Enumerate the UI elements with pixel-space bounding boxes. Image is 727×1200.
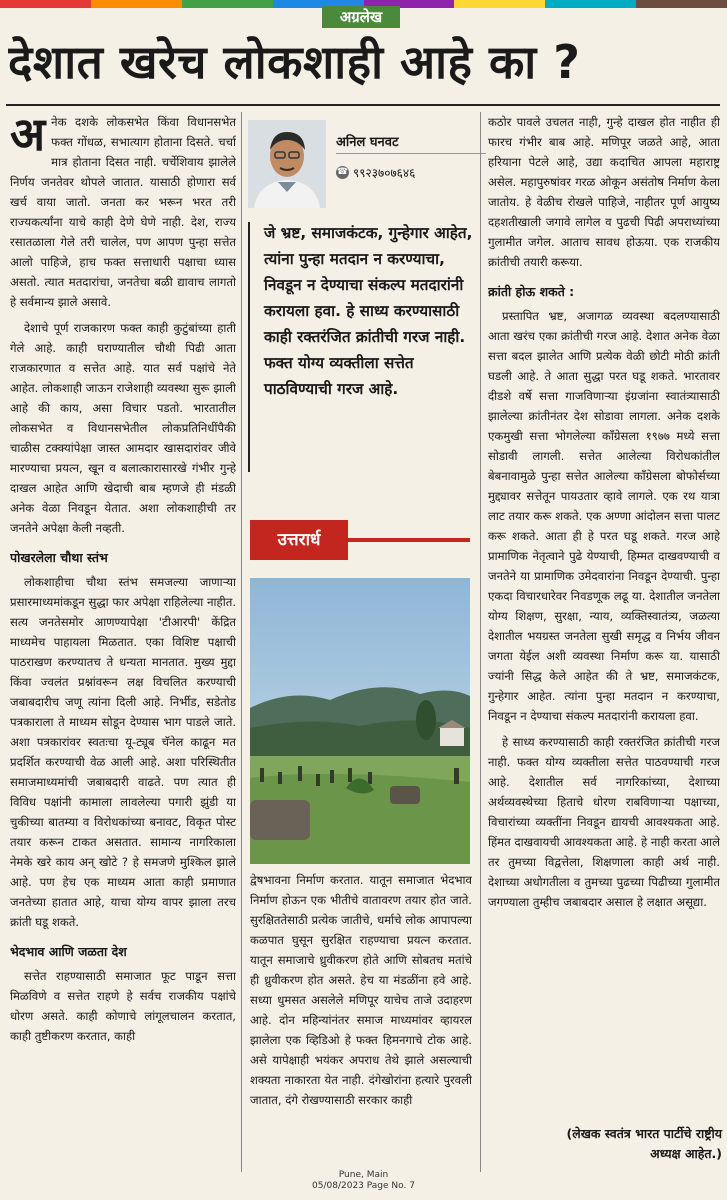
- paragraph: लोकशाहीचा चौथा स्तंभ समजल्या जाणाऱ्या प्रसारमाध्यमांकडून सुद्धा फार अपेक्षा राहिलेल्या नाहीत. सत्य जनतेसमोर आणण्यापेक्षा 'टीआरपी' केंद्रित माध्यमेच पाहायला मिळतात. एका विशिष्ट पक्षाची पाठराखण करण्यातच ते धन्यता मानतात. मुख्य मुद्दा किंवा ज्वलंत प्रश्नांवरून लक्ष विचलित करण्याची जबाबदारीच जणू त्यांना दिली आहे. निर्भीड, सडेतोड पत्रकाराला ते माध्यम सोडून देण्यास भाग पाडले जाते. अशा पत्रकारांवर स्वतःचा यू-ट्यूब चॅनेल काढून मत प्रदर्शित करण्याची वेळ आली आहे. अशा परिस्थितीत समाजमाध्यमांची जबाबदारी वाढते. पण त्यात ही विविध पक्षांनी कामाला लावलेल्या पगारी झुंडी या चुकीच्या बातम्या व विरोधकांच्या बनावट, विकृत पोस्ट तयार करून टाकत असतात. सामान्य नागरिकाला नेमके खरे काय अन् खोटे ? हे समजणे मुश्किल झाले आहे. पण हेच एक माध्यम आता काही प्रमाणात जनतेच्या हातात आहे, याचा योग्य वापर झाला तरच क्रांती घडू शकते.: [10, 575, 236, 929]
- author-block: [248, 120, 484, 208]
- author-phone: [336, 164, 415, 181]
- banner-label: उत्तरार्ध: [250, 520, 348, 560]
- article-photo: [250, 578, 470, 864]
- color-strip-segment: [636, 0, 727, 8]
- author-photo: [248, 120, 326, 208]
- date-page-label: 05/08/2023 Page No. 7: [312, 1181, 415, 1191]
- column-2-lower: द्वेषभावना निर्माण करतात. यातून समाजात भेदभाव निर्माण होऊन एक भीतीचे वातावरण तयार होत जाते. सुरक्षिततेसाठी प्रत्येक जातीचे, धर्माचे लोक आपापल्या कळपात घुसून सुरक्षित राहण्याचा प्रयत्न करतात. यातून समाजाचे ध्रुवीकरण होते आणि सोबतच मतांचे ही ध्रुवीकरण होत असते. हेच या मंडळींना हवे आहे. सध्या धुमसत असलेले मणिपूर याचेच ताजे उदाहरण आहे. दोन महिन्यांनंतर समाज माध्यमांवर व्हायरल झालेला एक व्हिडिओ हे फक्त हिमनगाचे टोक आहे. असे यापेक्षाही भयंकर अपराध तेथे झाले असल्याची शक्यता नाकारता येत नाही. दंगेखोरांना हत्यारे पुरवली जातात, दंगे रोखण्यासाठी सरकार काही: [250, 873, 472, 1107]
- phone-number: ९९२३७०७६४६: [353, 166, 416, 180]
- phone-icon: ☎: [336, 167, 349, 177]
- color-strip-segment: [0, 0, 91, 8]
- drop-cap: अ: [10, 112, 46, 161]
- edition-label: Pune, Main: [338, 1170, 389, 1180]
- section-tag: अग्रलेख: [322, 6, 400, 28]
- subheading: क्रांती होऊ शकते :: [488, 284, 575, 299]
- paragraph: सत्तेत राहण्यासाठी समाजात फूट पाडून सत्ता मिळविणे व सत्तेत राहणे हे सर्वच राजकीय पक्षांचे धोरण असते. काही कोणाचे लांगूलचालन करतात, काही तुष्टीकरण करतात, काही: [10, 969, 236, 1043]
- pullquote: जे भ्रष्ट, समाजकंटक, गुन्हेगार आहेत, त्यांना पुन्हा मतदान न करण्याचा, निवडून न देण्याचा संकल्प मतदारांनी करायला हवा. हे साध्य करण्यासाठी काही रक्तरंजित क्रांतीची गरज नाही. फक्त योग्य व्यक्तीला सत्तेत पाठविण्याची गरज आहे.: [264, 224, 473, 398]
- paragraph: प्रस्तापित भ्रष्ट, अजागळ व्यवस्था बदलण्यासाठी आता खरंच एका क्रांतीची गरज आहे. देशात अनेक वेळा सत्ता बदल झालेत आणि प्रत्येक वेळी छोटी मोठी क्रांती घडली आहे. ते आता सुद्धा परत घडू शकते. भारतावर दीडशे वर्षे सत्ता गाजविणाऱ्या इंग्रजांना स्वातंत्र्यासाठी झालेल्या क्रांतीनंतर देश सोडावा लागला. अनेक दशके एकमुखी सत्ता भोगलेल्या काँग्रेसला १९७७ मध्ये सत्ता सोडावी लागली. सत्तेत आलेल्या विरोधकांतील बेबनावामुळे पुन्हा सत्तेत आलेल्या काँग्रेसला बोफोर्सच्या मुद्द्यावर सत्तेतून पायउतार व्हावे लागले. एक रथ यात्रा लाट तयार करू शकते. एक अण्णा आंदोलन सत्ता पालट करू शकते. आता ही हे परत घडू शकते. गरज आहे प्रामाणिक नेतृत्वाने पुढे येण्याची, हिम्मत दाखवण्याची व जनतेने या प्रामाणिक उमेदवारांना निवडून देण्याची. पुन्हा एकदा विचारधारेवर निवडणूक लढू या. देशातील जनतेला योग्य शिक्षण, सुरक्षा, न्याय, व्यक्तिस्वातंत्र्य, जळत्या देशातील भयग्रस्त जनतेला सुखी समृद्ध व निर्भय जीवन जगता येईल अशी व्यवस्था निर्माण करू या. यासाठी ज्यांनी सिद्ध केले आहेत की ते भ्रष्ट, समाजकंटक, गुन्हेगार आहेत. त्यांना पुन्हा मतदान न करण्याचा, निवडून न देण्याचा संकल्प मतदारांनी करायला हवा.: [488, 309, 720, 723]
- banner-bar: [348, 538, 470, 542]
- author-divider: [336, 153, 486, 154]
- page-footer: [0, 1170, 727, 1192]
- author-name: अनिल घनवट: [336, 135, 399, 150]
- paragraph: कठोर पावले उचलत नाही, गुन्हे दाखल होत नाहीत ही फारच गंभीर बाब आहे. मणिपूर जळते आहे, आता हरियाना पेटले आहे, उद्या कदाचित आपला महाराष्ट्र असेल. महापुरुषांवर गरळ ओकून असंतोष निर्माण केला जातोय. हे वेळीच रोखले पाहिजे, नाहीतर पूर्ण आयुष्य दहशतीखाली जगावे लागेल व पुढची पिढी अपराध्यांच्या गुलामीत जगेल. आताच सावध होऊया. एक राजकीय क्रांतीची तयारी करूया.: [488, 115, 720, 269]
- column-3: [488, 112, 720, 1118]
- color-strip-segment: [545, 0, 636, 8]
- headline-rule: [6, 104, 720, 106]
- column-divider: [480, 112, 481, 1172]
- paragraph: हे साध्य करण्यासाठी काही रक्तरंजित क्रांतीची गरज नाही. फक्त योग्य व्यक्तीला सत्तेत पाठवण्याची गरज आहे. देशातील सर्व नागरिकांच्या, देशाच्या अर्थव्यवस्थेच्या हिताचे धोरण राबविणाऱ्या पक्षाच्या, विचारांच्या व्यक्तींना निवडून द्यायची आवश्यकता आहे. हिंमत दाखवायची आवश्यकता आहे. हे नाही करता आले तर तुमच्या विद्वत्तेला, शिक्षणाला काही अर्थ नाही. देशाच्या अधोगतीला व तुमच्या पुढच्या पिढीच्या गुलामीत जगण्याला तुम्हीच जबाबदार असाल हे लक्षात असूद्या.: [488, 735, 720, 909]
- color-strip-segment: [454, 0, 545, 8]
- author-note: (लेखक स्वतंत्र भारत पार्टीचे राष्ट्रीय अध्यक्ष आहेत.): [566, 1126, 722, 1161]
- paragraph: देशाचे पूर्ण राजकारण फक्त काही कुटुंबांच्या हाती गेले आहे. काही घराण्यातील चौथी पिढी आता राजकारणात व सत्तेत आहे. यात सर्व पक्षांचे नेते आहेत. लोकशाही जाऊन राजेशाही व्यवस्था सुरू झाली आहे की काय, असा विचार पडतो. भारतातील लोकसभेत व विधानसभेतील लोकप्रतिनिधींपैकी चाळीस टक्क्यांपेक्षा जास्त आमदार खासदारांवर जीवे मारण्याचा प्रयत्न, खून व बलात्कारासारखे गंभीर गुन्हे दाखल आहेत आणि खेदाची बाब म्हणजे ही मंडळी अनेक वेळा निवडून येतात. अशा लोकशाहीची तर जनतेने अपेक्षा केली नव्हती.: [10, 321, 236, 535]
- paragraph: अनेक दशके लोकसभेत किंवा विधानसभेत फक्त गोंधळ, सभात्याग होताना दिसते. चर्चा मात्र होताना दिसत नाही. चर्चेशिवाय झालेले निर्णय जनतेवर थोपले जातात. यासाठी होणारा सर्व खर्च वाया जातो. जनता कर भरून भरत तरी राज्यकर्त्यांना याचे काही देणे घेणे नाही. देश, राज्य रसातळाला गेले तरी चालेल, पण आपण पुन्हा सत्तेत आलो पाहिजे, हाच फक्त सत्ताधारी पक्षाचा ध्यास असतो. त्यात मतदारांचा, जनतेचा बळी द्यावाच लागतो हे सर्वमान्य झाले असावे.: [10, 112, 236, 309]
- continuation-banner: [250, 520, 470, 560]
- subheading: पोखरलेला चौथा स्तंभ: [10, 550, 108, 565]
- subheading: भेदभाव आणि जळता देश: [10, 944, 127, 959]
- headline: देशात खरेच लोकशाही आहे का ?: [8, 35, 581, 89]
- pullquote-rule: [248, 222, 250, 472]
- color-strip-segment: [91, 0, 182, 8]
- column-1: [10, 112, 236, 1170]
- color-strip-segment: [182, 0, 273, 8]
- column-divider: [241, 112, 242, 1172]
